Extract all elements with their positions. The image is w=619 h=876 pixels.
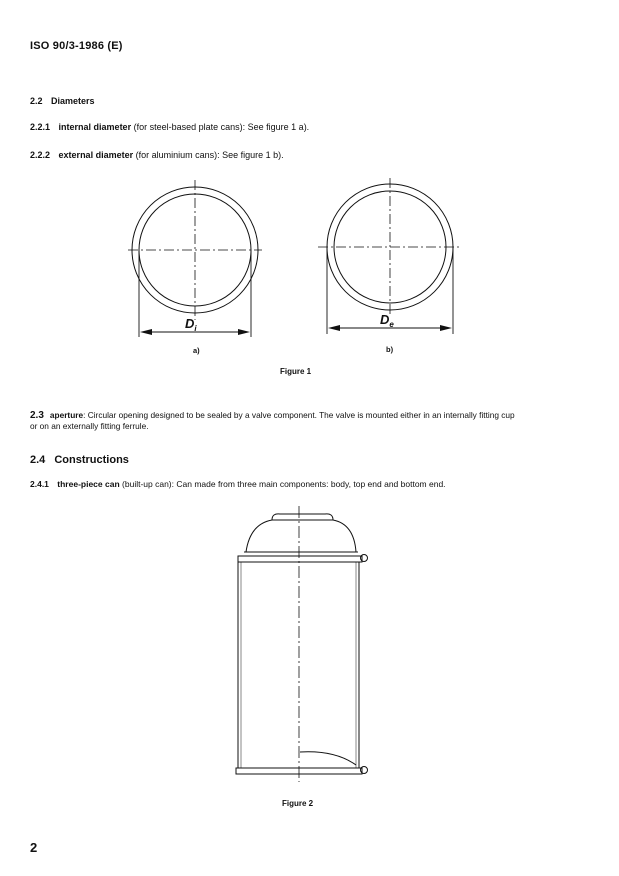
- term: three-piece can: [57, 479, 120, 489]
- section-number: 2.4: [30, 454, 46, 466]
- top-cup-bead: [272, 514, 333, 520]
- term-definition: (built-up can): Can made from three main components: body, top end and bottom end.: [122, 479, 446, 489]
- figure-2-can-drawing: [236, 506, 368, 782]
- section-2-3-line-1: [30, 410, 515, 421]
- figure-1b-label: b): [386, 345, 394, 354]
- term-definition: : Circular opening designed to be sealed by a valve component. The valve is mounted either in an internally fitting cup: [83, 410, 515, 420]
- arrowhead-right: [238, 329, 250, 335]
- arrowhead-left: [328, 325, 340, 331]
- term: internal diameter: [58, 122, 132, 132]
- figure-2-caption: Figure 2: [282, 799, 314, 808]
- term: external diameter: [58, 150, 134, 160]
- section-number: 2.2: [30, 96, 43, 106]
- term-definition: (for aluminium cans): See figure 1 b).: [135, 150, 284, 160]
- dim-label-de: $D_e$: [380, 312, 394, 329]
- section-number: 2.2.2: [30, 150, 51, 160]
- term-definition: (for steel-based plate cans): See figure 1 a).: [133, 122, 310, 132]
- top-double-seam: [238, 556, 362, 562]
- arrowhead-left: [140, 329, 152, 335]
- top-dome: [246, 520, 356, 552]
- term: aperture: [49, 410, 84, 420]
- bottom-end-dome: [300, 752, 356, 765]
- dim-label-di: $D_i$: [185, 316, 197, 333]
- figure-1-caption: Figure 1: [280, 367, 312, 376]
- figure-1a-can-section: [128, 180, 262, 337]
- section-number: 2.3: [30, 410, 44, 421]
- arrowhead-right: [440, 325, 452, 331]
- section-2-4-1: [30, 479, 446, 489]
- page-number: 2: [30, 840, 38, 855]
- section-2-3-line-2: or on an externally fitting ferrule.: [30, 421, 149, 431]
- section-number: 2.4.1: [30, 479, 49, 489]
- section-title: Constructions: [54, 454, 129, 466]
- section-number: 2.2.1: [30, 122, 51, 132]
- figure-1b-can-section: [318, 178, 460, 334]
- section-2-4-heading: [30, 454, 129, 466]
- section-title: Diameters: [51, 96, 95, 106]
- document-header: ISO 90/3-1986 (E): [30, 40, 123, 52]
- section-2-3: [30, 410, 515, 432]
- figure-1a-label: a): [193, 346, 200, 355]
